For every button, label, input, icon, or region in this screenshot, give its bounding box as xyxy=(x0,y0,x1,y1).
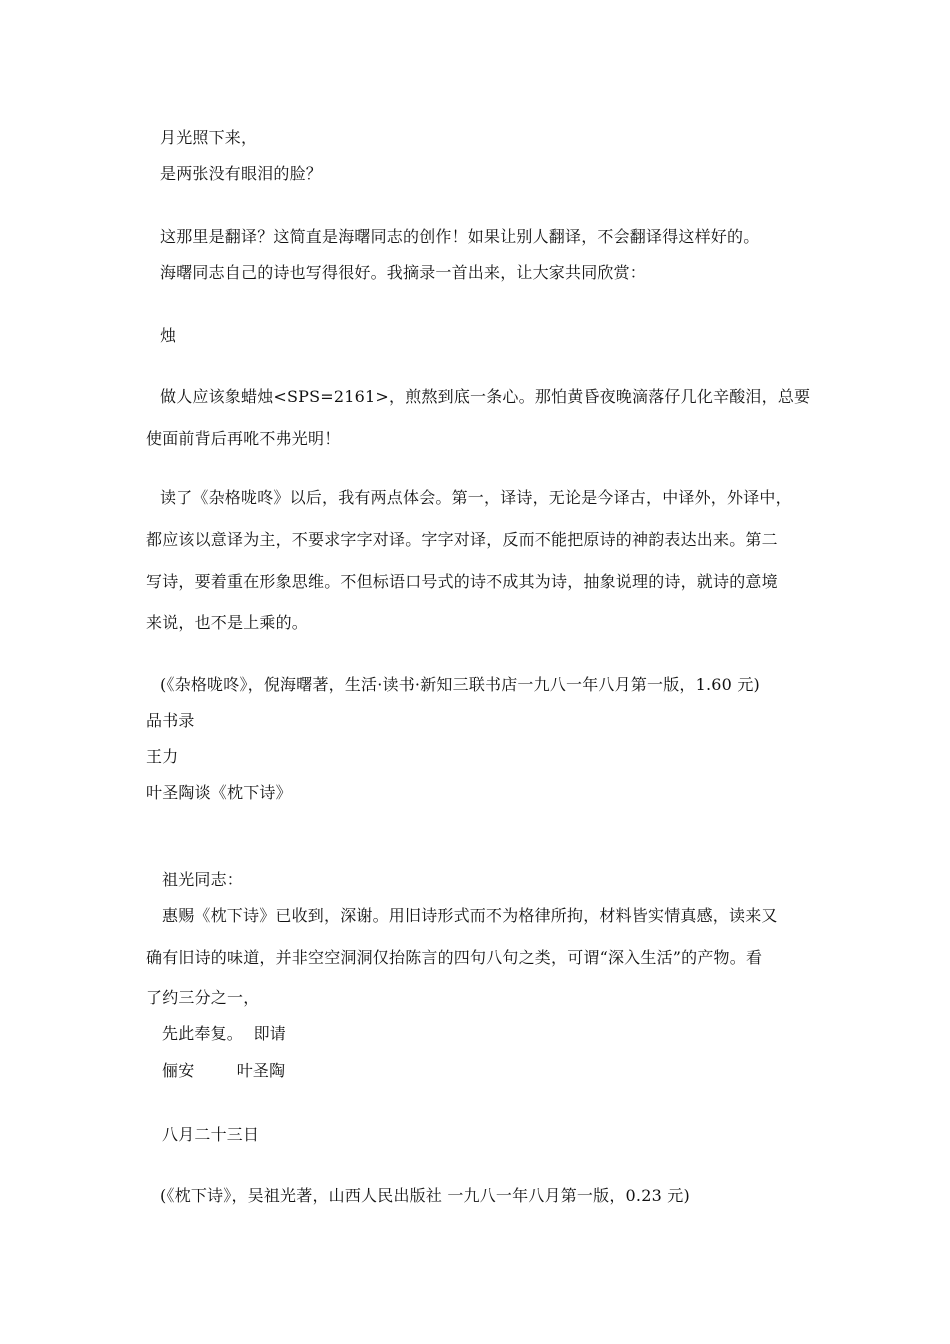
letter-body-line: 确有旧诗的味道，并非空空洞洞仅抬陈言的四句八句之类，可谓“深入生活”的产物。看 xyxy=(146,948,763,967)
paragraph-line: 来说，也不是上乘的。 xyxy=(146,613,309,632)
letter-body-line: 了约三分之一， xyxy=(146,988,260,1007)
paragraph-line: 读了《杂格咙咚》以后，我有两点体会。第一，译诗，无论是今译古，中译外，外译中， xyxy=(160,488,792,507)
letter-salutation: 祖光同志： xyxy=(162,870,244,889)
paragraph-line: 这那里是翻译？这简直是海曙同志的创作！如果让别人翻译，不会翻译得这样好的。 xyxy=(160,227,760,246)
poem-line: 是两张没有眼泪的脸？ xyxy=(160,164,323,183)
author-name: 王力 xyxy=(146,747,179,766)
column-name: 品书录 xyxy=(146,711,195,730)
paragraph-line: 写诗，要着重在形象思维。不但标语口号式的诗不成其为诗，抽象说理的诗，就诗的意境 xyxy=(146,572,778,591)
citation: (《枕下诗》，吴祖光著，山西人民出版社 一九八一年八月第一版，0.23 元) xyxy=(160,1186,690,1205)
article-title: 叶圣陶谈《枕下诗》 xyxy=(146,783,292,802)
citation: (《杂格咙咚》，倪海曙著，生活·读书·新知三联书店一九八一年八月第一版，1.60 元) xyxy=(160,675,760,694)
letter-body-line: 惠赐《枕下诗》已收到，深谢。用旧诗形式而不为格律所拘，材料皆实情真感，读来又 xyxy=(162,906,778,925)
letter-closing: 先此奉复。 即请 xyxy=(162,1024,286,1043)
paragraph-line: 海曙同志自己的诗也写得很好。我摘录一首出来，让大家共同欣赏： xyxy=(160,263,647,282)
poem-title: 烛 xyxy=(160,326,177,345)
poem-line: 月光照下来， xyxy=(160,128,258,147)
letter-signoff: 俪安 叶圣陶 xyxy=(162,1061,286,1080)
poem-line: 做人应该象蜡烛<SPS=2161>，煎熬到底一条心。那怕黄昏夜晚滴落仔几化辛酸泪，总要 xyxy=(160,387,811,406)
poem-line: 使面前背后再吪不弗光明！ xyxy=(146,429,341,448)
paragraph-line: 都应该以意译为主，不要求字字对译。字字对译，反而不能把原诗的神韵表达出来。第二 xyxy=(146,530,778,549)
letter-date: 八月二十三日 xyxy=(162,1125,260,1144)
